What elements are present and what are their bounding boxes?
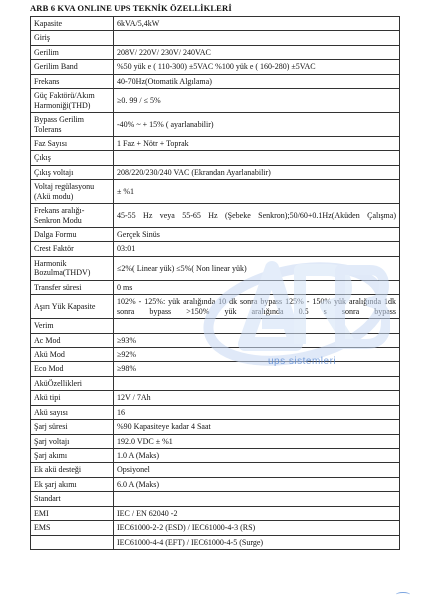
spec-label: Güç Faktörü/Akım Harmoniği(THD) — [31, 89, 114, 113]
spec-value: 102% - 125%: yük aralığında 10 dk sonra bypass 125% - 150% yük aralığında 1dk sonra bypass >150% yük aralığında 0.5 s sonra bypass — [114, 295, 400, 319]
spec-value: IEC61000-4-4 (EFT) / IEC61000-4-5 (Surge) — [114, 535, 400, 549]
table-row — [31, 405, 400, 419]
spec-label: Transfer süresi — [31, 280, 114, 294]
document-title: ARB 6 KVA ONLINE UPS TEKNİK ÖZELLİKLERİ — [30, 3, 232, 13]
spec-label: Crest Faktör — [31, 242, 114, 256]
spec-value: 12V / 7Ah — [114, 391, 400, 405]
table-row — [31, 165, 400, 179]
spec-value: 45-55 Hz veya 55-65 Hz (Şebeke Senkron);50/60+0.1Hz(Aküden Çalışma) — [114, 204, 400, 228]
spec-value: Gerçek Sinüs — [114, 228, 400, 242]
spec-value: ± %1 — [114, 180, 400, 204]
spec-label: Gerilim Band — [31, 60, 114, 74]
table-row — [31, 463, 400, 477]
table-row — [31, 420, 400, 434]
spec-label: Aşırı Yük Kapasite — [31, 295, 114, 319]
table-row — [31, 391, 400, 405]
table-row — [31, 60, 400, 74]
spec-value: ≥93% — [114, 333, 400, 347]
spec-label: Ac Mod — [31, 333, 114, 347]
spec-label: EMI — [31, 506, 114, 520]
spec-label: Kapasite — [31, 17, 114, 31]
section-row — [31, 319, 400, 333]
spec-value — [114, 492, 400, 506]
spec-value: ≥0. 99 / ≤ 5% — [114, 89, 400, 113]
spec-label — [31, 535, 114, 549]
table-row — [31, 113, 400, 137]
spec-label: Eco Mod — [31, 362, 114, 376]
table-row — [31, 17, 400, 31]
spec-label: Şarj süresi — [31, 420, 114, 434]
page-corner-mark — [396, 592, 410, 597]
spec-value: 192.0 VDC ± %1 — [114, 434, 400, 448]
spec-value: Opsiyonel — [114, 463, 400, 477]
spec-label: Şarj voltajı — [31, 434, 114, 448]
table-row — [31, 333, 400, 347]
table-row — [31, 74, 400, 88]
spec-label: Harmonik Bozulma(THDV) — [31, 256, 114, 280]
spec-value: IEC / EN 62040 -2 — [114, 506, 400, 520]
spec-value: 6.0 A (Maks) — [114, 477, 400, 491]
table-row — [31, 228, 400, 242]
spec-value: 40-70Hz(Otomatik Algılama) — [114, 74, 400, 88]
table-row — [31, 449, 400, 463]
table-row — [31, 204, 400, 228]
spec-value: %90 Kapasiteye kadar 4 Saat — [114, 420, 400, 434]
spec-value: %50 yük e ( 110-300) ±5VAC %100 yük e ( 160-280) ±5VAC — [114, 60, 400, 74]
spec-value: ≤2%( Linear yük) ≤5%( Non linear yük) — [114, 256, 400, 280]
spec-label: Gerilim — [31, 45, 114, 59]
table-row — [31, 45, 400, 59]
spec-label: Akü sayısı — [31, 405, 114, 419]
spec-value: IEC61000-2-2 (ESD) / IEC61000-4-3 (RS) — [114, 521, 400, 535]
table-row — [31, 89, 400, 113]
spec-value: 6kVA/5,4kW — [114, 17, 400, 31]
section-label: Standart — [31, 492, 114, 506]
spec-label: Dalga Formu — [31, 228, 114, 242]
spec-value: ≥98% — [114, 362, 400, 376]
section-row — [31, 376, 400, 390]
watermark-text: ups sistemleri — [268, 356, 337, 367]
spec-value: 16 — [114, 405, 400, 419]
spec-value: 1 Faz + Nötr + Toprak — [114, 136, 400, 150]
spec-value — [114, 31, 400, 45]
spec-value: 1.0 A (Maks) — [114, 449, 400, 463]
spec-label: Faz Sayısı — [31, 136, 114, 150]
table-row — [31, 295, 400, 319]
table-row — [31, 477, 400, 491]
spec-label: Çıkış voltajı — [31, 165, 114, 179]
table-row — [31, 256, 400, 280]
spec-label: Akü Mod — [31, 347, 114, 361]
section-label: Çıkış — [31, 151, 114, 165]
spec-value: 03:01 — [114, 242, 400, 256]
table-row — [31, 180, 400, 204]
spec-value: 208/220/230/240 VAC (Ekrandan Ayarlanabilir) — [114, 165, 400, 179]
table-row — [31, 136, 400, 150]
section-label: Giriş — [31, 31, 114, 45]
table-row — [31, 347, 400, 361]
spec-table — [30, 16, 400, 550]
table-row — [31, 242, 400, 256]
spec-label: Ek akü desteği — [31, 463, 114, 477]
spec-label: Frekans aralığı-Senkron Modu — [31, 204, 114, 228]
spec-label: Bypass Gerilim Tolerans — [31, 113, 114, 137]
spec-label: EMS — [31, 521, 114, 535]
table-row — [31, 535, 400, 549]
spec-value: 208V/ 220V/ 230V/ 240VAC — [114, 45, 400, 59]
table-row — [31, 362, 400, 376]
section-row — [31, 151, 400, 165]
section-row — [31, 31, 400, 45]
spec-value — [114, 151, 400, 165]
spec-value: 0 ms — [114, 280, 400, 294]
section-row — [31, 492, 400, 506]
spec-value: -40% ~ + 15% ( ayarlanabilir) — [114, 113, 400, 137]
spec-label: Ek şarj akımı — [31, 477, 114, 491]
spec-label: Frekans — [31, 74, 114, 88]
spec-label: Akü tipi — [31, 391, 114, 405]
table-row — [31, 280, 400, 294]
spec-value — [114, 376, 400, 390]
spec-label: Voltaj regülasyonu (Akü modu) — [31, 180, 114, 204]
section-label: Verim — [31, 319, 114, 333]
table-row — [31, 521, 400, 535]
spec-value: ≥92% — [114, 347, 400, 361]
table-row — [31, 434, 400, 448]
section-label: AküÖzellikleri — [31, 376, 114, 390]
spec-value — [114, 319, 400, 333]
table-row — [31, 506, 400, 520]
spec-label: Şarj akımı — [31, 449, 114, 463]
